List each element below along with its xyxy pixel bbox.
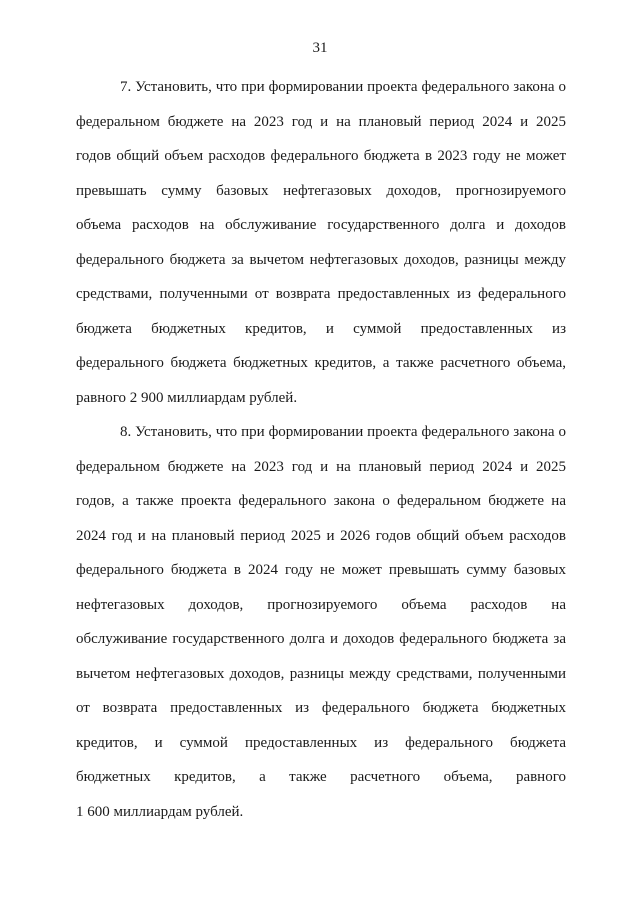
- paragraph-line: от возврата предоставленных из федерального бюджета бюджетных: [76, 700, 566, 716]
- paragraph-line: федерального бюджета в 2024 году не может превышать сумму базовых: [76, 562, 566, 578]
- page-number: 31: [312, 40, 328, 56]
- paragraph-line: обслуживание государственного долга и доходов федерального бюджета за: [76, 631, 566, 647]
- paragraph-line: 2024 год и на плановый период 2025 и 2026 годов общий объем расходов: [76, 527, 566, 544]
- paragraph-7: [76, 77, 566, 422]
- paragraph-line: кредитов, и суммой предоставленных из федерального бюджета: [76, 734, 566, 751]
- paragraph-line: годов, а также проекта федерального закона о федеральном бюджете на: [76, 493, 566, 509]
- paragraph-line: нефтегазовых доходов, прогнозируемого объема расходов на: [76, 596, 566, 613]
- paragraph-line: 8. Установить, что при формировании проекта федерального закона о: [120, 424, 566, 440]
- paragraph-line: бюджета бюджетных кредитов, и суммой предоставленных из: [76, 320, 566, 337]
- paragraph-line: федерального бюджета бюджетных кредитов, а также расчетного объема,: [76, 355, 566, 371]
- paragraph-8: [76, 422, 566, 836]
- paragraph-line: 7. Установить, что при формировании проекта федерального закона о: [120, 79, 566, 95]
- paragraph-line: объема расходов на обслуживание государственного долга и доходов: [76, 217, 566, 233]
- paragraph-line: федерального бюджета за вычетом нефтегазовых доходов, разницы между: [76, 251, 566, 268]
- paragraph-line: федеральном бюджете на 2023 год и на плановый период 2024 и 2025: [76, 113, 566, 130]
- paragraph-line: равного 2 900 миллиардам рублей.: [76, 389, 298, 406]
- paragraph-line: федеральном бюджете на 2023 год и на плановый период 2024 и 2025: [76, 458, 566, 475]
- paragraph-line: годов общий объем расходов федерального бюджета в 2023 году не может: [76, 148, 566, 164]
- paragraph-line: средствами, полученными от возврата предоставленных из федерального: [76, 286, 566, 302]
- paragraph-line: превышать сумму базовых нефтегазовых доходов, прогнозируемого: [76, 182, 566, 199]
- paragraph-line: бюджетных кредитов, а также расчетного объема, равного: [76, 769, 566, 785]
- paragraph-line: вычетом нефтегазовых доходов, разницы между средствами, полученными: [76, 665, 566, 682]
- paragraph-line: 1 600 миллиардам рублей.: [76, 803, 244, 820]
